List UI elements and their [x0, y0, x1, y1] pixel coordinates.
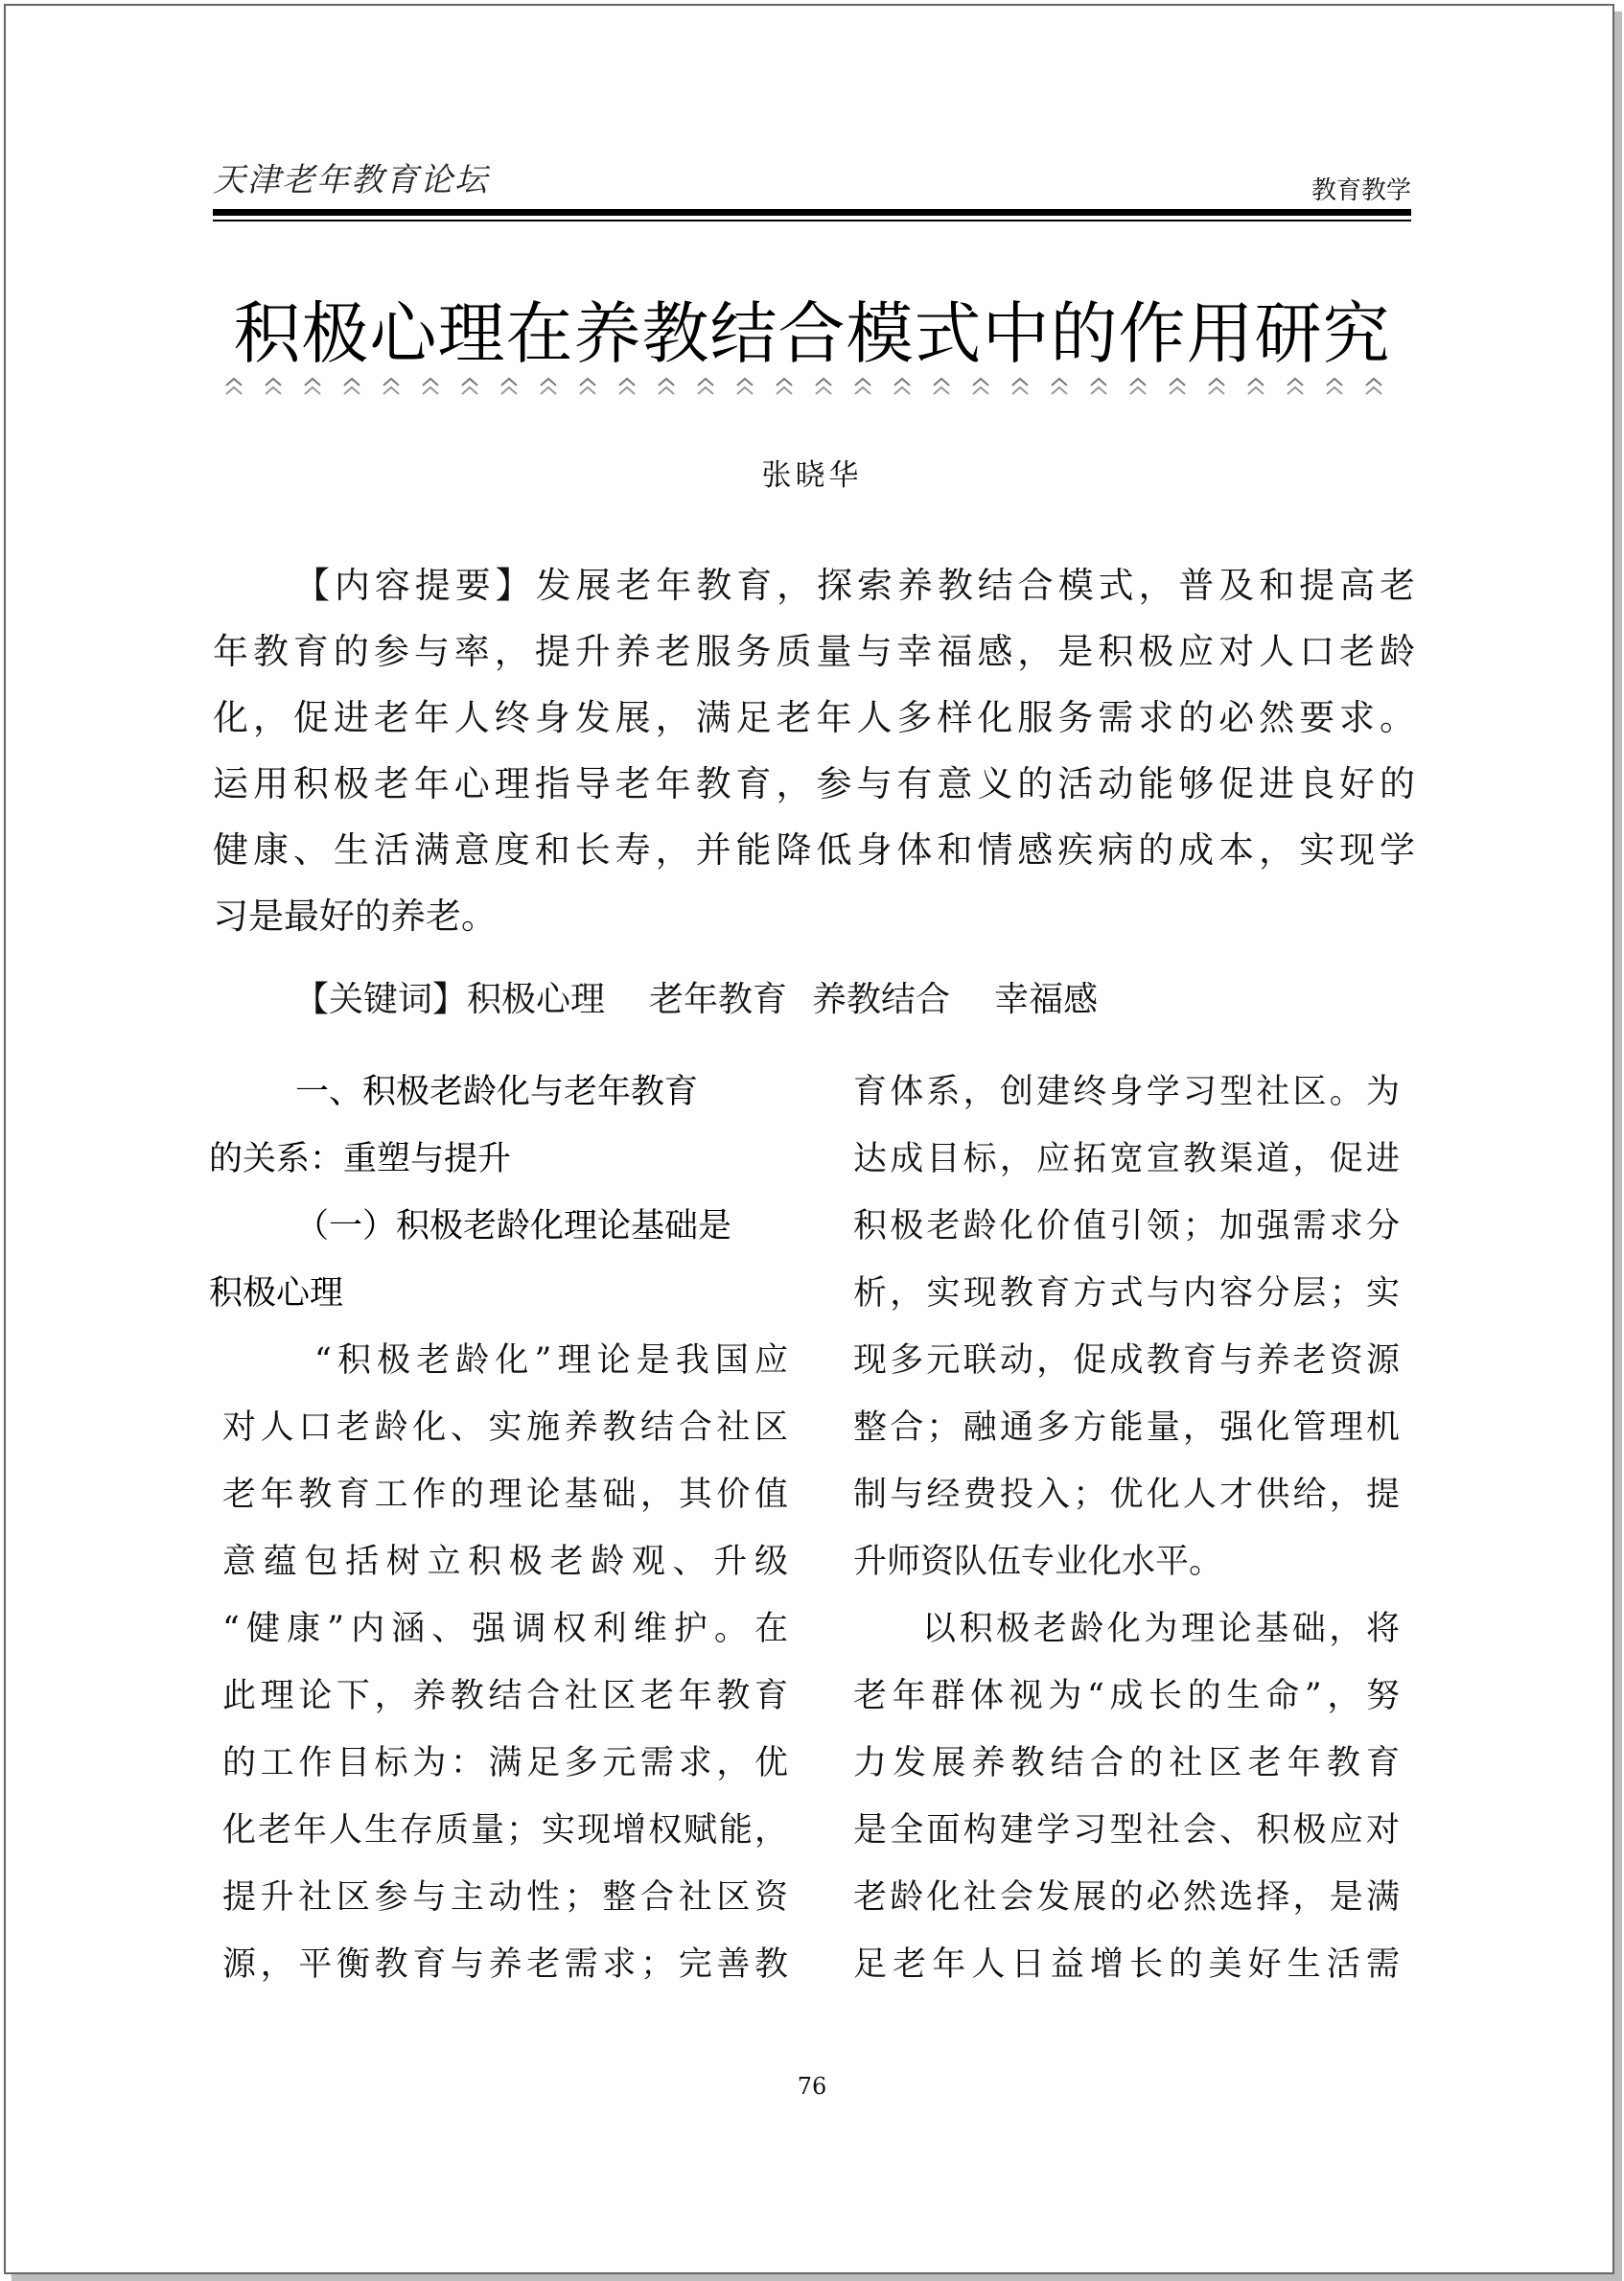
body-line: 制与经费投入；优化人才供给，提: [853, 1476, 1400, 1514]
body-line: 育体系，创建终身学习型社区。为: [853, 1073, 1400, 1111]
body-line: 此理论下，养教结合社区老年教育: [222, 1677, 788, 1715]
abstract-line: [213, 552, 1415, 618]
body-line: 以积极老龄化为理论基础，将: [922, 1610, 1400, 1648]
abstract-line: 习是最好的养老。: [213, 896, 497, 937]
body-line: 升师资队伍专业化水平。: [853, 1543, 1223, 1581]
article-author: 张晓华: [761, 458, 863, 493]
body-line: 老年教育工作的理论基础，其价值: [222, 1476, 788, 1514]
abstract-line: 化，促进老年人终身发展，满足老年人多样化服务需求的必然要求。: [213, 697, 1415, 738]
section-label: 教育教学: [1311, 176, 1411, 205]
keywords: [294, 972, 1123, 1021]
abstract: [213, 552, 1415, 949]
body-line: 析，实现教育方式与内容分层；实: [853, 1274, 1400, 1313]
subsection-heading: （一）积极老龄化理论基础是: [295, 1207, 732, 1245]
keyword: 养教结合: [812, 980, 951, 1019]
body-line: 提升社区参与主动性；整合社区资: [222, 1878, 788, 1917]
abstract-line: 年教育的参与率，提升养老服务质量与幸福感，是积极应对人口老龄: [213, 631, 1415, 672]
body-line: 意蕴包括树立积极老龄观、升级: [222, 1543, 788, 1581]
body-line: 达成目标，应拓宽宣教渠道，促进: [853, 1140, 1400, 1178]
body-line: “健康”内涵、强调权利维护。在: [222, 1610, 788, 1648]
body-line: 积极老龄化价值引领；加强需求分: [853, 1207, 1400, 1245]
body-line: 化老年人生存质量；实现增权赋能，: [222, 1811, 788, 1850]
keyword: 幸福感: [994, 980, 1099, 1019]
body-line: 力发展养教结合的社区老年教育: [853, 1744, 1400, 1782]
body-line: 是全面构建学习型社会、积极应对: [853, 1811, 1400, 1850]
abstract-line: 运用积极老年心理指导老年教育，参与有意义的活动能够促进良好的: [213, 763, 1415, 804]
section-heading: 一、积极老龄化与老年教育: [295, 1073, 699, 1111]
abstract-line: 健康、生活满意度和长寿，并能降低身体和情感疾病的成本，实现学: [213, 829, 1415, 871]
body-line: 现多元联动，促成教育与养老资源: [853, 1341, 1400, 1380]
header-rule-thin: [213, 220, 1411, 221]
keywords-label: 【关键词】: [294, 980, 468, 1019]
body-line: 老年群体视为“成长的生命”，努: [853, 1677, 1400, 1715]
section-heading: 的关系：重塑与提升: [209, 1140, 512, 1178]
body-line: 足老年人日益增长的美好生活需: [853, 1945, 1400, 1984]
header-rule-thick: [213, 209, 1411, 216]
article-title: 积极心理在养教结合模式中的作用研究: [233, 294, 1391, 373]
title-ornament: [222, 376, 1402, 397]
body-line: 源，平衡教育与养老需求；完善教: [222, 1945, 788, 1984]
keyword: 积极心理: [467, 980, 606, 1019]
abstract-text: 发展老年教育，探索养教结合模式，普及和提高老: [535, 565, 1415, 606]
body-line: “积极老龄化”理论是我国应: [314, 1341, 788, 1380]
body-line: 对人口老龄化、实施养教结合社区: [222, 1408, 788, 1447]
body-line: 的工作目标为：满足多元需求，优: [222, 1744, 788, 1782]
keyword: 老年教育: [649, 980, 788, 1019]
body-line: 老龄化社会发展的必然选择，是满: [853, 1878, 1400, 1917]
subsection-heading: 积极心理: [209, 1274, 344, 1313]
abstract-label: 【内容提要】: [294, 565, 536, 606]
right-column: [853, 1059, 1419, 1998]
page-number: 76: [797, 2073, 827, 2100]
journal-logo: 天津老年教育论坛: [213, 161, 489, 199]
body-line: 整合；融通多方能量，强化管理机: [853, 1408, 1400, 1447]
left-column: [209, 1059, 803, 1998]
